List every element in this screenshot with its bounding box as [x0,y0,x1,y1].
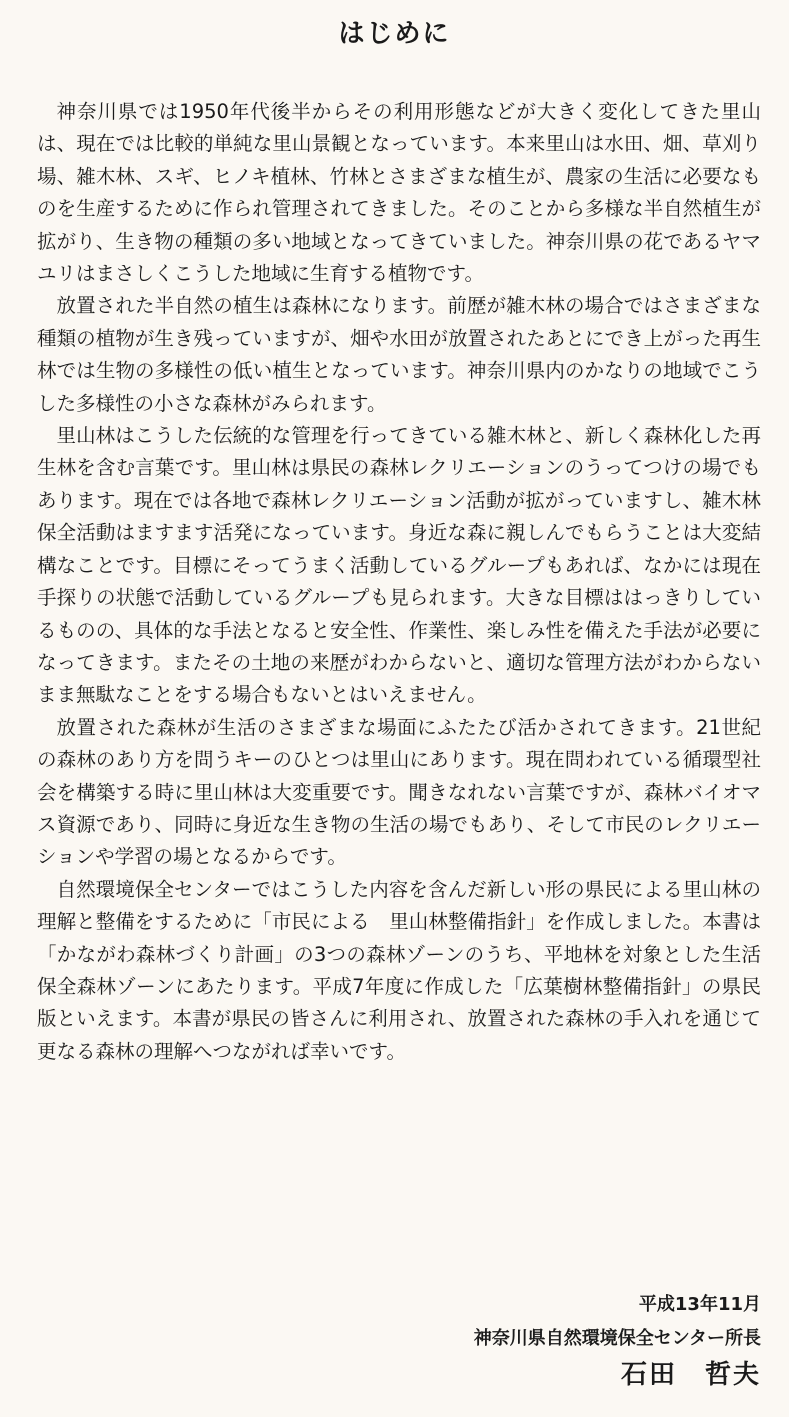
signature-date: 平成13年11月 [638,1294,761,1315]
paragraph-1: 神奈川県では1950年代後半からその利用形態などが大きく変化してきた里山は、現在では比較的単純な里山景観となっています。本来里山は水田、畑、草刈り場、雑木林、スギ、ヒノキ植林、竹林とさまざまな植生が、農家の生活に必要なものを生産するために作られ管理されてきました。そのことから多様な半自然植生が拡がり、生き物の種類の多い地域となってきていました。神奈川県の花であるヤマユリはまさしくこうした地域に生育する植物です。 [37,100,761,286]
paragraph-2: 放置された半自然の植生は森林になります。前歴が雑木林の場合ではさまざまな種類の植物が生き残っていますが、畑や水田が放置されたあとにでき上がった再生林では生物の多様性の低い植生となっています。神奈川県内のかなりの地域でこうした多様性の小さな森林がみられます。 [37,294,761,415]
signature-organization: 神奈川県自然環境保全センター所長 [473,1328,761,1349]
signature-block [474,1288,761,1394]
page-title: はじめに [338,19,451,49]
paragraph-5: 自然環境保全センターではこうした内容を含んだ新しい形の県民による里山林の理解と整備をするために「市民による 里山林整備指針」を作成しました。本書は「かながわ森林づくり計画」の3つの森林ゾーンのうち、平地林を対象とした生活保全森林ゾーンにあたります。平成7年度に作成した「広葉樹林整備指針」の県民版といえます。本書が県民の皆さんに利用され、放置された森林の手入れを通じて更なる森林の理解へつながれば幸いです。 [37,877,761,1063]
body-text [37,96,761,1068]
paragraph-3: 里山林はこうした伝統的な管理を行ってきている雑木林と、新しく森林化した再生林を含む言葉です。里山林は県民の森林レクリエーションのうってつけの場でもあります。現在では各地で森林レクリエーション活動が拡がっていますし、雑木林保全活動はますます活発になっています。身近な森に親しんでもらうことは大変結構なことです。目標にそってうまく活動しているグループもあれば、なかには現在手探りの状態で活動しているグループも見られます。大きな目標ははっきりしているものの、具体的な手法となると安全性、作業性、楽しみ性を備えた手法が必要になってきます。またその土地の来歴がわからないと、適切な管理方法がわからないまま無駄なことをする場合もないとはいえません。 [37,424,761,707]
paragraph-4: 放置された森林が生活のさまざまな場面にふたたび活かされてきます。21世紀の森林のあり方を問うキーのひとつは里山にあります。現在問われている循環型社会を構築する時に里山林は大変重要です。聞きなれない言葉ですが、森林バイオマス資源であり、同時に身近な生き物の生活の場でもあり、そして市民のレクリエーションや学習の場となるからです。 [37,715,761,869]
signature-name: 石田 哲夫 [620,1360,761,1390]
